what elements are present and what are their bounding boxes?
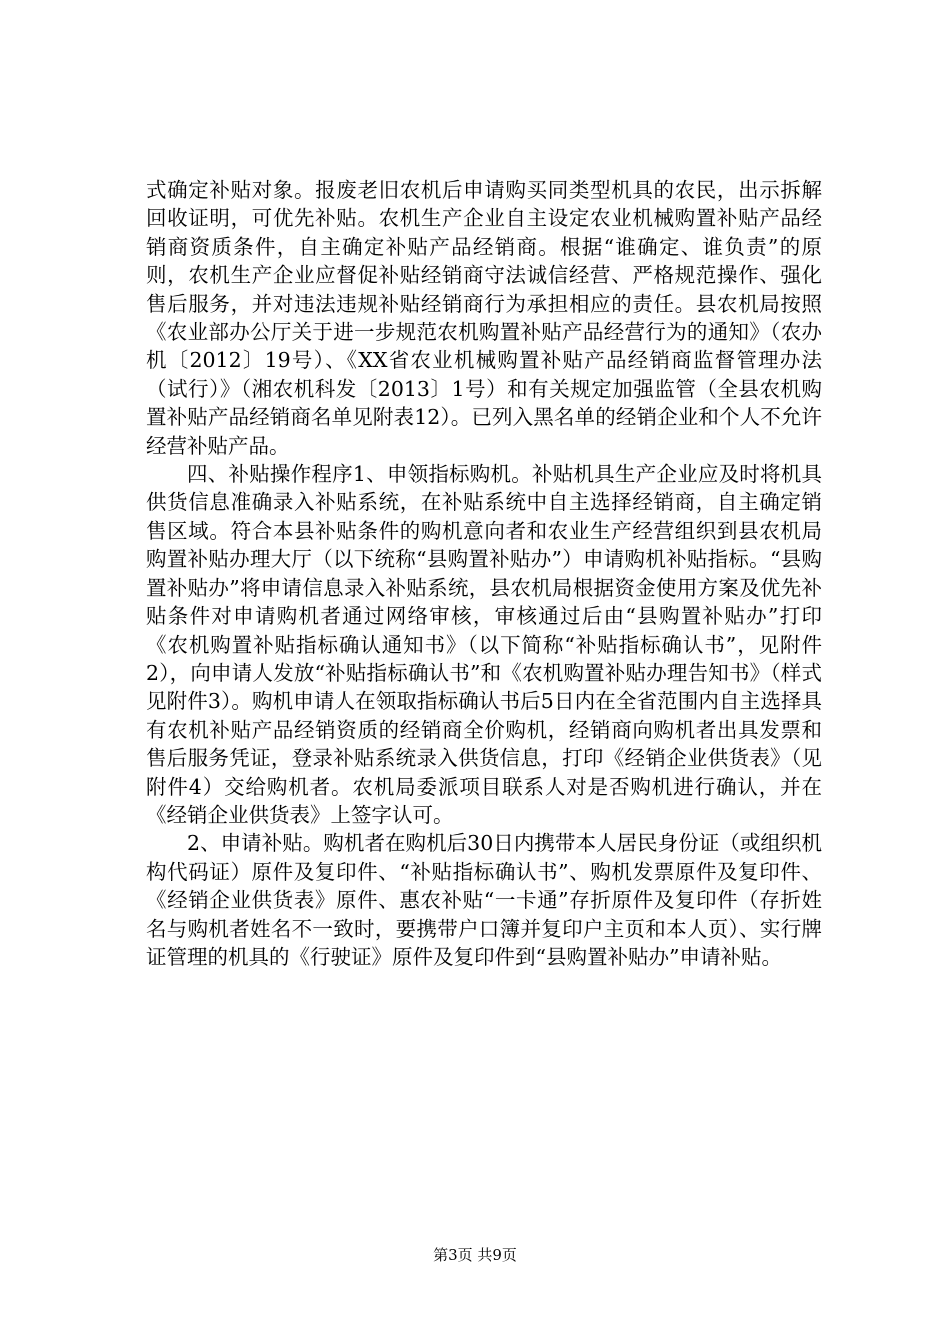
paragraph-apply-subsidy: 2、申请补贴。购机者在购机后30日内携带本人居民身份证（或组织机构代码证）原件及复印件、“补贴指标确认书”、购机发票原件及复印件、《经销企业供货表》原件、惠农补贴“一卡通”存折原件及复印件（存折姓名与购机者姓名不一致时，要携带户口簿并复印户主页和本人页）、实行牌证管理的机具的《行驶证》原件及复印件到“县购置补贴办”申请补贴。 [146, 831, 822, 969]
page-footer: 第3页 共9页 [433, 1246, 517, 1264]
document-body [146, 176, 822, 971]
paragraph-subsidy-objects: 式确定补贴对象。报废老旧农机后申请购买同类型机具的农民，出示拆解回收证明，可优先补贴。农机生产企业自主设定农业机械购置补贴产品经销商资质条件，自主确定补贴产品经销商。根据“谁确定、谁负责”的原则，农机生产企业应督促补贴经销商守法诚信经营、严格规范操作、强化售后服务，并对违法违规补贴经销商行为承担相应的责任。县农机局按照《农业部办公厅关于进一步规范农机购置补贴产品经营行为的通知》（农办机〔2012〕19号）、《XX省农业机械购置补贴产品经销商监督管理办法（试行）》（湘农机科发〔2013〕1号）和有关规定加强监管（全县农机购置补贴产品经销商名单见附表12）。已列入黑名单的经销企业和个人不允许经营补贴产品。 [146, 178, 822, 458]
paragraph-operating-procedure: 四、补贴操作程序1、申领指标购机。补贴机具生产企业应及时将机具供货信息准确录入补贴系统，在补贴系统中自主选择经销商，自主确定销售区域。符合本县补贴条件的购机意向者和农业生产经营组织到县农机局购置补贴办理大厅（以下统称“县购置补贴办”）申请购机补贴指标。“县购置补贴办”将申请信息录入补贴系统，县农机局根据资金使用方案及优先补贴条件对申请购机者通过网络审核，审核通过后由“县购置补贴办”打印《农机购置补贴指标确认通知书》（以下简称“补贴指标确认书”，见附件2），向申请人发放“补贴指标确认书”和《农机购置补贴办理告知书》（样式见附件3）。购机申请人在领取指标确认书后5日内在全省范围内自主选择具有农机补贴产品经销资质的经销商全价购机，经销商向购机者出具发票和售后服务凭证，登录补贴系统录入供货信息，打印《经销企业供货表》（见附件4）交给购机者。农机局委派项目联系人对是否购机进行确认，并在《经销企业供货表》上签字认可。 [146, 462, 822, 827]
